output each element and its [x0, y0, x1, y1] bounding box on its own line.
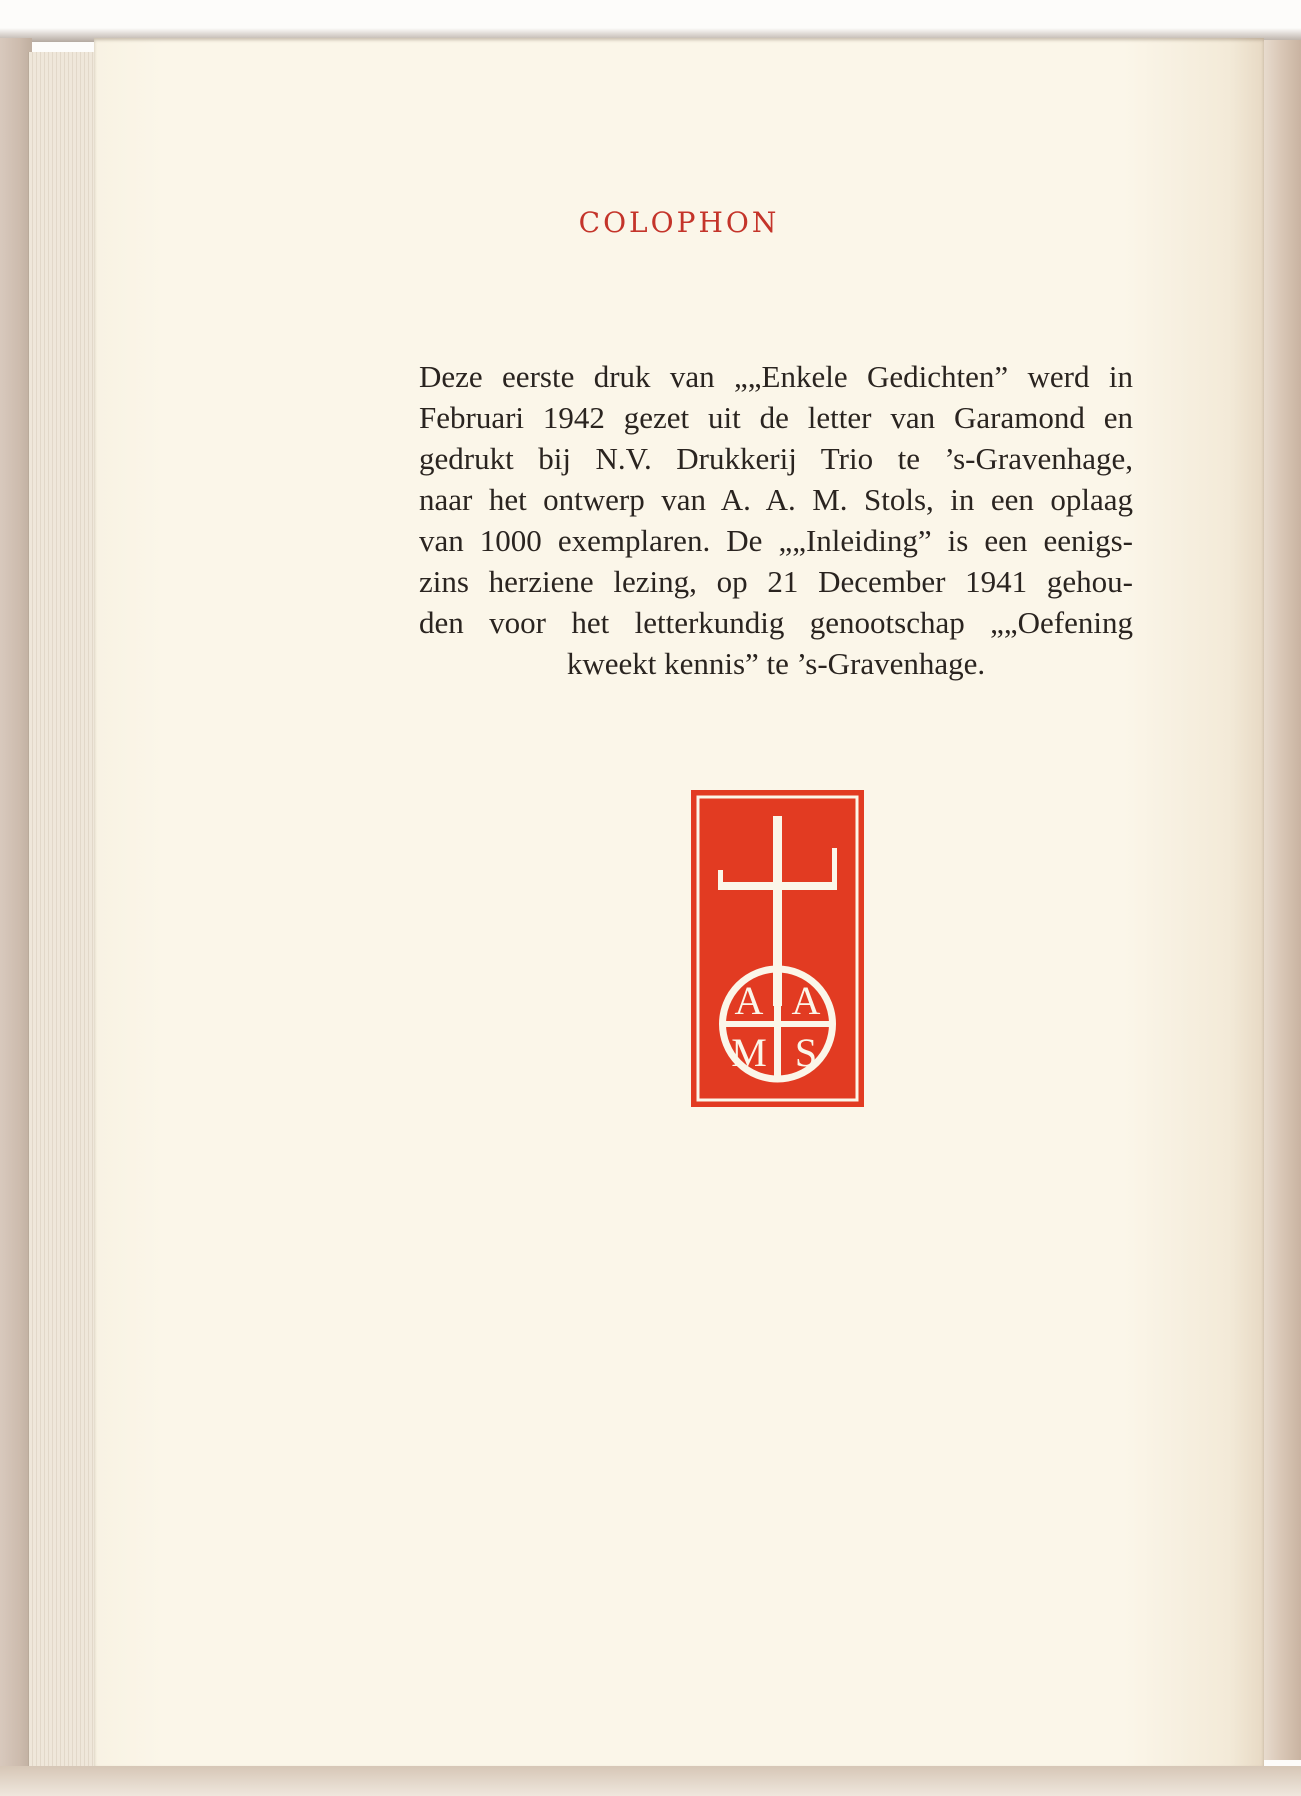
book-right-edge — [1262, 40, 1301, 1760]
colophon-line: van 1000 exemplaren. De „„Inleiding” is een eenigs- — [419, 523, 1133, 558]
mark-letter: M — [731, 1030, 767, 1075]
colophon-text — [419, 356, 1133, 684]
cross-bar-serif-left — [718, 870, 723, 890]
page-edges — [28, 52, 97, 1770]
mark-letter: S — [794, 1030, 818, 1075]
printers-mark — [691, 790, 864, 1107]
colophon-line: Deze eerste druk van „„Enkele Gedichten” werd in — [419, 359, 1133, 394]
book-page — [94, 38, 1264, 1766]
colophon-line: den voor het letterkundig genootschap „„Oefening — [419, 605, 1133, 640]
colophon-line: zins herziene lezing, op 21 December 1941 gehou- — [419, 564, 1133, 599]
cross-bar-serif-right — [832, 848, 837, 890]
cross-bar — [718, 882, 837, 890]
colophon-line: gedrukt bij N.V. Drukkerij Trio te ’s-Gravenhage, — [419, 441, 1133, 476]
printers-mark-icon — [691, 790, 864, 1107]
colophon-heading: COLOPHON — [578, 206, 780, 239]
book-bottom-edge — [0, 1766, 1301, 1796]
colophon-line: Februari 1942 gezet uit de letter van Garamond en — [419, 400, 1133, 435]
colophon-line: kweekt kennis” te ’s-Gravenhage. — [566, 646, 986, 681]
colophon-line: naar het ontwerp van A. A. M. Stols, in een oplaag — [419, 482, 1133, 517]
mark-letter: A — [791, 978, 821, 1023]
mark-letter: A — [734, 978, 764, 1023]
